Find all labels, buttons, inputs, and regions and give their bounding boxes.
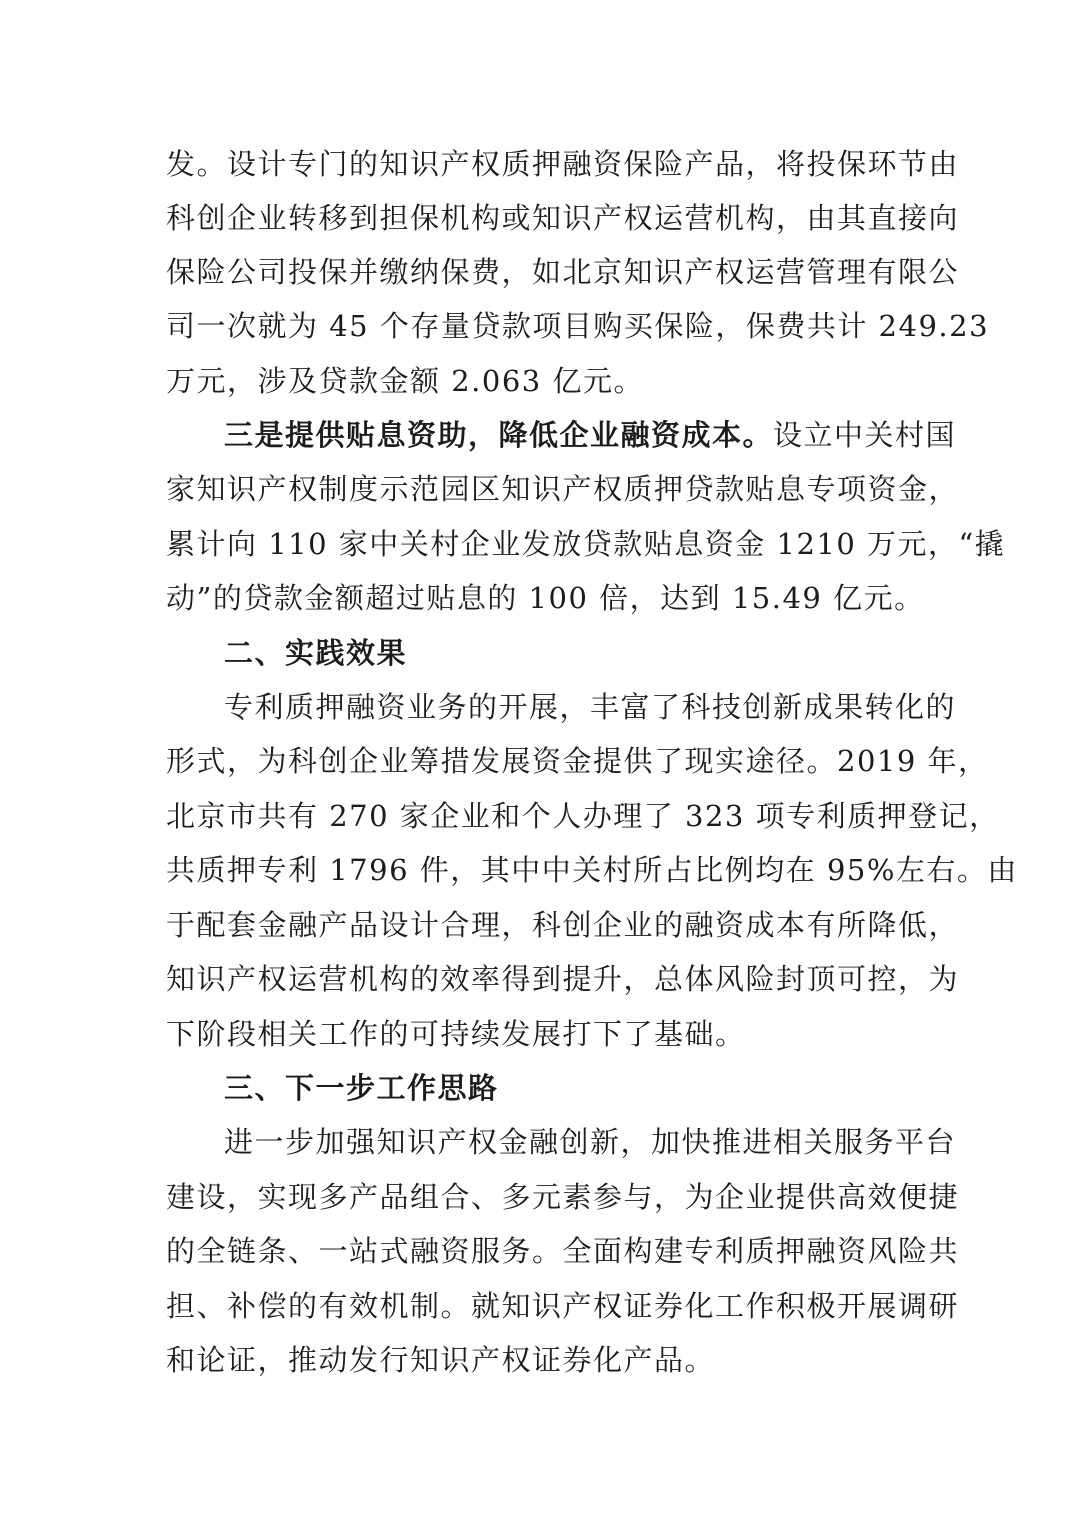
paragraph-1-line-3: 保险公司投保并缴纳保费，如北京知识产权运营管理有限公 — [166, 255, 960, 289]
paragraph-2-line-2: 家知识产权制度示范园区知识产权质押贷款贴息专项资金， — [166, 472, 960, 506]
section-2-line-2: 形式，为科创企业筹措发展资金提供了现实途径。2019 年， — [166, 744, 989, 778]
paragraph-2-first-rest: 设立中关村国 — [773, 418, 957, 452]
paragraph-1-line-2: 科创企业转移到担保机构或知识产权运营机构，由其直接向 — [166, 201, 960, 235]
section-3-line-5: 和论证，推动发行知识产权证券化产品。 — [166, 1343, 716, 1377]
paragraph-1-line-5: 万元，涉及贷款金额 2.063 亿元。 — [166, 364, 644, 398]
section-2-line-4: 共质押专利 1796 件，其中中关村所占比例均在 95%左右。由 — [166, 853, 1018, 887]
section-3-line-2: 建设，实现多产品组合、多元素参与，为企业提供高效便捷 — [166, 1180, 960, 1214]
section-2-heading: 二、实践效果 — [224, 636, 408, 670]
section-2-line-7: 下阶段相关工作的可持续发展打下了基础。 — [166, 1017, 746, 1051]
section-2-line-5: 于配套金融产品设计合理，科创企业的融资成本有所降低， — [166, 908, 960, 942]
section-2-line-1: 专利质押融资业务的开展，丰富了科技创新成果转化的 — [224, 690, 957, 724]
section-2-line-6: 知识产权运营机构的效率得到提升，总体风险封顶可控，为 — [166, 962, 960, 996]
paragraph-1-line-1: 发。设计专门的知识产权质押融资保险产品，将投保环节由 — [166, 147, 960, 181]
paragraph-2-line-1 — [224, 408, 957, 462]
paragraph-2-line-3: 累计向 110 家中关村企业发放贷款贴息资金 1210 万元，“撬 — [166, 527, 1006, 561]
section-3-line-1: 进一步加强知识产权金融创新，加快推进相关服务平台 — [224, 1125, 957, 1159]
paragraph-2-bold-lead: 三是提供贴息资助，降低企业融资成本。 — [224, 418, 774, 452]
section-3-line-4: 担、补偿的有效机制。就知识产权证券化工作积极开展调研 — [166, 1289, 960, 1323]
section-3-heading: 三、下一步工作思路 — [224, 1071, 499, 1105]
paragraph-2-line-4: 动”的贷款金额超过贴息的 100 倍，达到 15.49 亿元。 — [166, 581, 925, 615]
section-3-line-3: 的全链条、一站式融资服务。全面构建专利质押融资风险共 — [166, 1234, 960, 1268]
section-2-line-3: 北京市共有 270 家企业和个人办理了 323 项专利质押登记， — [166, 799, 1000, 833]
paragraph-1-line-4: 司一次就为 45 个存量贷款项目购买保险，保费共计 249.23 — [166, 309, 990, 343]
